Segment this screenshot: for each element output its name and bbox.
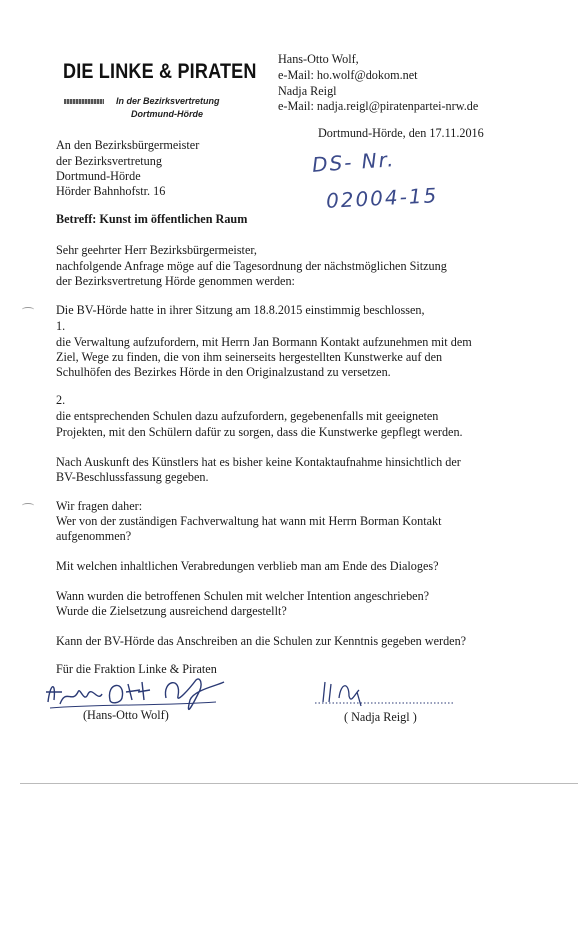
- question-3-line-2: Wurde die Zielsetzung ausreichend dargestellt?: [56, 604, 287, 618]
- question-3-line-1: Wann wurden die betroffenen Schulen mit welcher Intention angeschrieben?: [56, 589, 430, 603]
- point-1-number: 1.: [56, 319, 66, 333]
- closing-line: Für die Fraktion Linke & Piraten: [56, 662, 217, 676]
- logo-subtitle-2: Dortmund-Hörde: [131, 109, 203, 119]
- punch-mark: [22, 503, 34, 508]
- question-1-line-2: aufgenommen?: [56, 529, 132, 543]
- page-divider: [20, 783, 578, 784]
- contact-email-1: e-Mail: ho.wolf@dokom.net: [278, 68, 418, 82]
- signatory-name-right: ( Nadja Reigl ): [344, 710, 417, 724]
- point-1-line-3: Schulhöfen des Bezirkes Hörde in den Originalzustand zu versetzen.: [56, 365, 391, 379]
- contact-email-2: e-Mail: nadja.reigl@piratenpartei-nrw.de: [278, 99, 479, 113]
- date-line: Dortmund-Hörde, den 17.11.2016: [318, 126, 484, 140]
- decision-intro: Die BV-Hörde hatte in ihrer Sitzung am 18.8.2015 einstimmig beschlossen,: [56, 303, 425, 317]
- subject-line: Betreff: Kunst im öffentlichen Raum: [56, 212, 248, 226]
- question-2: Mit welchen inhaltlichen Verabredungen verblieb man am Ende des Dialoges?: [56, 559, 439, 573]
- salutation: Sehr geehrter Herr Bezirksbürgermeister,: [56, 243, 257, 257]
- address-line-2: der Bezirksvertretung: [56, 154, 162, 168]
- punch-mark: [22, 307, 34, 312]
- point-2-number: 2.: [56, 393, 66, 407]
- signatory-name-left: (Hans-Otto Wolf): [83, 708, 169, 722]
- logo-decoration: [64, 99, 104, 104]
- address-line-3: Dortmund-Hörde: [56, 169, 141, 183]
- contact-name-2: Nadja Reigl: [278, 84, 337, 98]
- point-1-line-2: Ziel, Wege zu finden, die von ihm seinerseits hergestellten Kunstwerke auf den: [56, 350, 443, 364]
- question-1-line-1: Wer von der zuständigen Fachverwaltung hat wann mit Herrn Borman Kontakt: [56, 514, 442, 528]
- address-line-4: Hörder Bahnhofstr. 16: [56, 184, 166, 198]
- contact-name-1: Hans-Otto Wolf,: [278, 52, 359, 66]
- point-2-line-1: die entsprechenden Schulen dazu aufzufordern, gegebenenfalls mit geeigneten: [56, 409, 439, 423]
- intro-line-1: nachfolgende Anfrage möge auf die Tagesordnung der nächstmöglichen Sitzung: [56, 259, 447, 273]
- status-line-2: BV-Beschlussfassung gegeben.: [56, 470, 209, 484]
- handwritten-ds-label: DS- Nr.: [311, 147, 397, 177]
- logo-subtitle-1: In der Bezirksvertretung: [116, 96, 220, 106]
- handwritten-ds-number: 02004-15: [325, 183, 439, 213]
- address-line-1: An den Bezirksbürgermeister: [56, 138, 200, 152]
- intro-line-2: der Bezirksvertretung Hörde genommen werden:: [56, 274, 295, 288]
- party-logo: DIE LINKE & PIRATEN: [63, 60, 257, 83]
- signature-reigl: [305, 674, 465, 708]
- question-4: Kann der BV-Hörde das Anschreiben an die Schulen zur Kenntnis gegeben werden?: [56, 634, 467, 648]
- point-2-line-2: Projekten, mit den Schülern dafür zu sorgen, dass die Kunstwerke gepflegt werden.: [56, 425, 463, 439]
- point-1-line-1: die Verwaltung aufzufordern, mit Herrn Jan Bormann Kontakt aufzunehmen mit dem: [56, 335, 472, 349]
- status-line-1: Nach Auskunft des Künstlers hat es bisher keine Kontaktaufnahme hinsichtlich der: [56, 455, 461, 469]
- questions-intro: Wir fragen daher:: [56, 499, 143, 513]
